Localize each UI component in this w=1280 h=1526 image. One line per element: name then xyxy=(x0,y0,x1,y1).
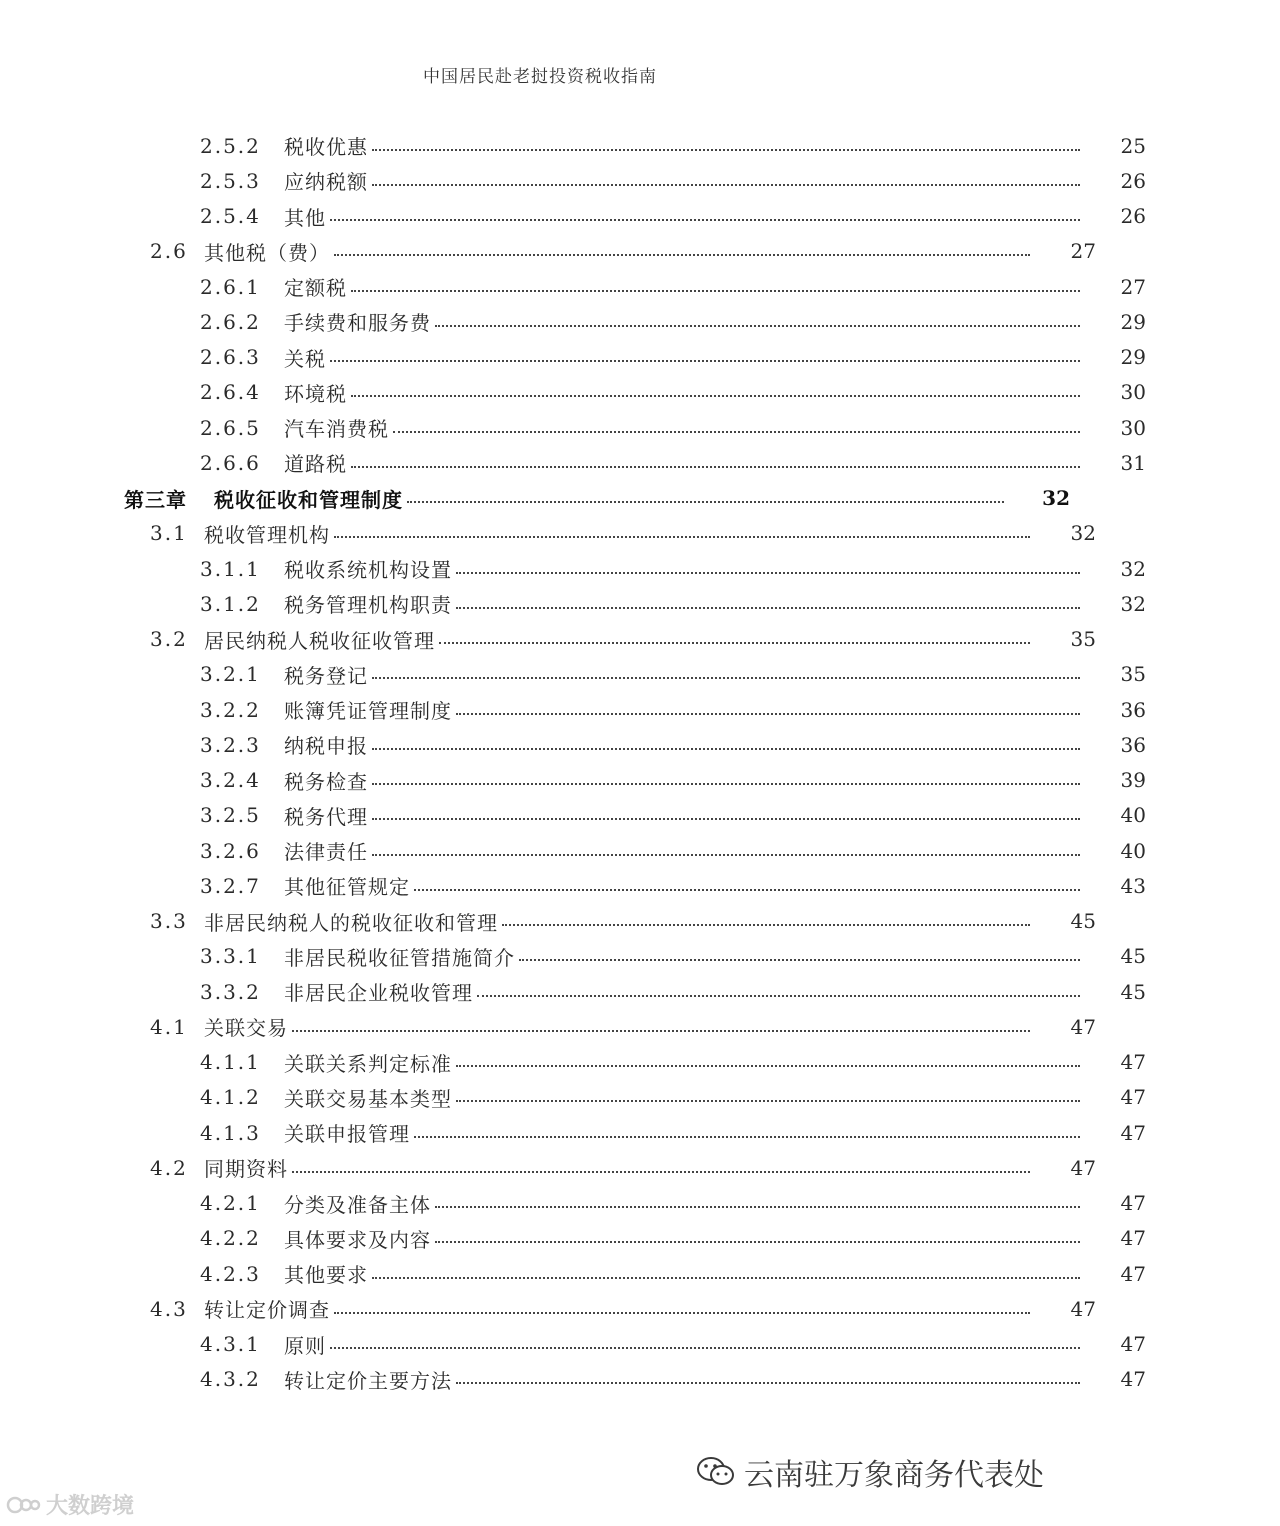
toc-entry-title: 具体要求及内容 xyxy=(284,1227,431,1252)
toc-entry-number: 4.2.2 xyxy=(200,1226,261,1251)
toc-dot-leader xyxy=(372,783,1080,785)
toc-entry-title: 原则 xyxy=(284,1333,326,1358)
toc-entry[interactable] xyxy=(0,1186,1280,1221)
toc-entry-number: 4.1.2 xyxy=(200,1085,261,1110)
toc-entry-title: 非居民企业税收管理 xyxy=(284,981,473,1005)
watermark-left-text: 大数跨境 xyxy=(46,1494,135,1519)
toc-entry[interactable] xyxy=(0,445,1280,480)
toc-dot-leader xyxy=(372,677,1080,679)
toc-entry[interactable] xyxy=(0,1256,1280,1291)
toc-entry-title: 定额税 xyxy=(284,276,347,300)
toc-entry-title: 账簿凭证管理制度 xyxy=(284,699,452,723)
toc-entry[interactable] xyxy=(0,974,1280,1009)
toc-entry-number: 2.6.3 xyxy=(200,345,261,369)
toc-entry-title: 道路税 xyxy=(284,452,347,477)
toc-entry-number: 3.2.7 xyxy=(200,873,261,898)
toc-entry-page: 30 xyxy=(1120,380,1146,405)
brand-logo-icon xyxy=(6,1494,40,1516)
toc-entry-page: 45 xyxy=(1070,909,1096,933)
toc-dot-leader xyxy=(372,1277,1080,1279)
toc-entry-title: 转让定价主要方法 xyxy=(284,1368,452,1393)
toc-entry-title: 非居民纳税人的税收征收和管理 xyxy=(204,910,498,935)
toc-entry-number: 2.6.1 xyxy=(200,274,261,299)
toc-entry-page: 47 xyxy=(1120,1085,1146,1110)
toc-entry-page: 26 xyxy=(1120,168,1146,193)
toc-entry-number: 3.2.3 xyxy=(200,732,261,757)
toc-entry-number: 3.2.5 xyxy=(200,803,261,828)
toc-entry[interactable] xyxy=(0,1150,1230,1185)
toc-dot-leader xyxy=(330,219,1080,221)
toc-entry-page: 45 xyxy=(1120,979,1146,1004)
toc-entry-number: 4.2.3 xyxy=(200,1261,261,1286)
toc-entry[interactable] xyxy=(0,304,1280,339)
toc-dot-leader xyxy=(414,1136,1080,1138)
toc-entry-title: 税收征收和管理制度 xyxy=(214,487,403,512)
toc-entry[interactable] xyxy=(0,1009,1230,1044)
toc-entry-number: 4.2.1 xyxy=(200,1191,261,1215)
toc-entry-title: 关税 xyxy=(284,346,326,371)
toc-entry-number: 2.5.2 xyxy=(200,133,261,158)
toc-entry-page: 32 xyxy=(1120,591,1146,616)
toc-dot-leader xyxy=(439,642,1030,644)
toc-entry-page: 29 xyxy=(1120,309,1146,334)
running-header: 中国居民赴老挝投资税收指南 xyxy=(423,67,657,87)
watermark-right xyxy=(696,1450,1044,1494)
toc-entry-number: 4.2 xyxy=(150,1155,188,1180)
toc-entry-page: 47 xyxy=(1070,1155,1096,1180)
toc-entry-page: 35 xyxy=(1070,627,1096,651)
toc-entry-title: 其他 xyxy=(284,205,326,230)
toc-entry[interactable] xyxy=(0,1221,1280,1256)
toc-entry-page: 39 xyxy=(1120,768,1146,792)
toc-entry[interactable] xyxy=(0,1045,1280,1080)
toc-entry-page: 25 xyxy=(1120,133,1146,158)
toc-dot-leader xyxy=(456,1382,1080,1384)
toc-entry-page: 47 xyxy=(1120,1050,1146,1074)
toc-entry[interactable] xyxy=(0,939,1280,974)
toc-dot-leader xyxy=(456,713,1080,715)
toc-entry[interactable] xyxy=(0,727,1280,762)
toc-entry-page: 26 xyxy=(1120,204,1146,228)
toc-entry-number: 2.6.6 xyxy=(200,450,261,475)
toc-entry-number: 3.1 xyxy=(150,521,188,546)
toc-dot-leader xyxy=(393,431,1080,433)
toc-entry-title: 关联交易基本类型 xyxy=(284,1086,452,1111)
toc-entry-page: 47 xyxy=(1120,1120,1146,1145)
toc-entry[interactable] xyxy=(0,410,1280,445)
toc-dot-leader xyxy=(477,995,1080,997)
toc-entry[interactable] xyxy=(0,763,1280,798)
toc-dot-leader xyxy=(372,748,1080,750)
toc-entry-title: 其他税（费） xyxy=(204,240,330,265)
toc-entry-page: 35 xyxy=(1120,662,1146,687)
toc-entry-page: 27 xyxy=(1120,274,1146,299)
toc-entry-title: 非居民税收征管措施简介 xyxy=(284,945,515,970)
toc-entry-title: 关联交易 xyxy=(204,1016,288,1041)
toc-entry-title: 分类及准备主体 xyxy=(284,1192,431,1217)
toc-dot-leader xyxy=(334,1312,1030,1314)
toc-entry[interactable] xyxy=(0,1327,1280,1362)
toc-entry-number: 3.3.2 xyxy=(200,979,261,1004)
toc-entry[interactable] xyxy=(0,1291,1230,1326)
toc-entry-page: 47 xyxy=(1120,1332,1146,1356)
toc-entry-page: 30 xyxy=(1120,415,1146,440)
toc-entry-page: 36 xyxy=(1120,697,1146,722)
toc-dot-leader xyxy=(519,959,1080,961)
toc-entry-number: 2.6.5 xyxy=(200,415,261,440)
toc-dot-leader xyxy=(502,924,1030,926)
toc-entry-number: 3.1.1 xyxy=(200,556,261,581)
wechat-icon xyxy=(696,1455,736,1489)
toc-entry-title: 居民纳税人税收征收管理 xyxy=(204,628,435,653)
toc-dot-leader xyxy=(334,254,1030,256)
toc-entry[interactable] xyxy=(0,622,1230,657)
toc-entry[interactable] xyxy=(0,481,1204,516)
toc-entry-number: 4.1.3 xyxy=(200,1120,261,1145)
toc-entry[interactable] xyxy=(0,516,1230,551)
toc-dot-leader xyxy=(456,1100,1080,1102)
toc-entry-page: 32 xyxy=(1070,521,1096,546)
toc-dot-leader xyxy=(435,1241,1080,1243)
toc-dot-leader xyxy=(456,1065,1080,1067)
toc-entry[interactable] xyxy=(0,269,1280,304)
toc-entry-number: 2.6.2 xyxy=(200,309,261,334)
toc-entry[interactable] xyxy=(0,128,1280,163)
toc-entry-page: 40 xyxy=(1120,838,1146,863)
toc-entry-page: 36 xyxy=(1120,732,1146,757)
toc-entry-title: 汽车消费税 xyxy=(284,417,389,441)
toc-entry-page: 45 xyxy=(1120,944,1146,969)
toc-entry[interactable] xyxy=(0,234,1230,269)
toc-entry-number: 3.3.1 xyxy=(200,944,261,969)
toc-dot-leader xyxy=(372,149,1080,151)
toc-entry-number: 3.2.2 xyxy=(200,697,261,722)
toc-entry-title: 税务检查 xyxy=(284,769,368,794)
toc-entry-title: 税收系统机构设置 xyxy=(284,558,452,582)
toc-entry-title: 转让定价调查 xyxy=(204,1298,330,1323)
toc-entry-number: 2.6.4 xyxy=(200,380,261,405)
toc-entry-title: 法律责任 xyxy=(284,840,368,864)
toc-entry[interactable] xyxy=(0,868,1280,903)
toc-entry-page: 47 xyxy=(1070,1296,1096,1321)
toc-entry-title: 手续费和服务费 xyxy=(284,311,431,336)
toc-entry-page: 47 xyxy=(1120,1226,1146,1251)
toc-entry-title: 关联申报管理 xyxy=(284,1122,410,1146)
toc-entry-number: 4.1 xyxy=(150,1014,188,1039)
toc-entry-page: 47 xyxy=(1120,1261,1146,1286)
toc-entry[interactable] xyxy=(0,551,1280,586)
toc-dot-leader xyxy=(372,854,1080,856)
toc-entry-number: 3.2.4 xyxy=(200,768,261,792)
toc-entry-page: 43 xyxy=(1120,873,1146,898)
toc-entry[interactable] xyxy=(0,798,1280,833)
toc-entry-title: 税收优惠 xyxy=(284,135,368,159)
toc-entry-title: 税务登记 xyxy=(284,663,368,688)
toc-entry[interactable] xyxy=(0,1115,1280,1150)
toc-dot-leader xyxy=(351,466,1080,468)
toc-entry-number: 4.1.1 xyxy=(200,1050,261,1074)
toc-dot-leader xyxy=(292,1030,1030,1032)
toc-entry-title: 应纳税额 xyxy=(284,170,368,195)
toc-entry-page: 29 xyxy=(1120,345,1146,369)
toc-entry-number: 3.2.6 xyxy=(200,838,261,863)
toc-entry-page: 47 xyxy=(1120,1191,1146,1215)
toc-dot-leader xyxy=(407,501,1004,503)
toc-entry-number: 4.3.1 xyxy=(200,1332,261,1356)
toc-entry-title: 纳税申报 xyxy=(284,734,368,759)
toc-dot-leader xyxy=(456,572,1080,574)
toc-entry-page: 47 xyxy=(1120,1367,1146,1392)
toc-entry[interactable] xyxy=(0,199,1280,234)
toc-entry-number: 3.2 xyxy=(150,627,188,651)
toc-entry-number: 第三章 xyxy=(124,487,187,512)
toc-entry-title: 税务管理机构职责 xyxy=(284,593,452,618)
toc-entry-title: 关联关系判定标准 xyxy=(284,1051,452,1076)
toc-entry[interactable] xyxy=(0,833,1280,868)
toc-dot-leader xyxy=(351,290,1080,292)
toc-dot-leader xyxy=(372,184,1080,186)
toc-dot-leader xyxy=(334,536,1030,538)
toc-dot-leader xyxy=(292,1171,1030,1173)
toc-entry-number: 3.2.1 xyxy=(200,662,261,687)
toc-entry-page: 31 xyxy=(1120,450,1146,475)
toc-entry-title: 其他要求 xyxy=(284,1263,368,1287)
toc-entry[interactable] xyxy=(0,586,1280,621)
toc-entry-page: 47 xyxy=(1070,1014,1096,1039)
toc-entry-title: 同期资料 xyxy=(204,1157,288,1182)
toc-entry[interactable] xyxy=(0,1080,1280,1115)
toc-dot-leader xyxy=(456,607,1080,609)
toc-entry-page: 32 xyxy=(1042,486,1070,510)
toc-entry[interactable] xyxy=(0,163,1280,198)
toc-entry[interactable] xyxy=(0,1362,1280,1397)
toc-entry-number: 3.1.2 xyxy=(200,591,261,616)
toc-dot-leader xyxy=(351,395,1080,397)
toc-dot-leader xyxy=(414,889,1080,891)
toc-entry-number: 2.6 xyxy=(150,239,188,264)
watermark-right-text: 云南驻万象商务代表处 xyxy=(744,1458,1044,1493)
toc-entry-number: 4.3 xyxy=(150,1296,188,1321)
toc-dot-leader xyxy=(330,1347,1080,1349)
toc-entry-page: 40 xyxy=(1120,803,1146,828)
toc-entry-title: 环境税 xyxy=(284,381,347,406)
toc-dot-leader xyxy=(372,818,1080,820)
toc-dot-leader xyxy=(435,325,1080,327)
toc-entry[interactable] xyxy=(0,692,1280,727)
toc-entry-number: 4.3.2 xyxy=(200,1367,261,1392)
toc-dot-leader xyxy=(435,1206,1080,1208)
toc-entry-number: 2.5.3 xyxy=(200,168,261,193)
toc-entry-page: 32 xyxy=(1120,556,1146,581)
toc-entry-title: 税务代理 xyxy=(284,804,368,829)
toc-entry-title: 其他征管规定 xyxy=(284,875,410,900)
toc-entry-title: 税收管理机构 xyxy=(204,522,330,547)
toc-entry-page: 27 xyxy=(1070,239,1096,264)
toc-entry[interactable] xyxy=(0,375,1280,410)
toc-entry-number: 2.5.4 xyxy=(200,204,261,228)
toc-entry[interactable] xyxy=(0,340,1280,375)
toc-entry[interactable] xyxy=(0,657,1280,692)
watermark-left xyxy=(6,1489,134,1520)
toc-dot-leader xyxy=(330,360,1080,362)
toc-entry[interactable] xyxy=(0,904,1230,939)
toc-entry-number: 3.3 xyxy=(150,909,188,933)
